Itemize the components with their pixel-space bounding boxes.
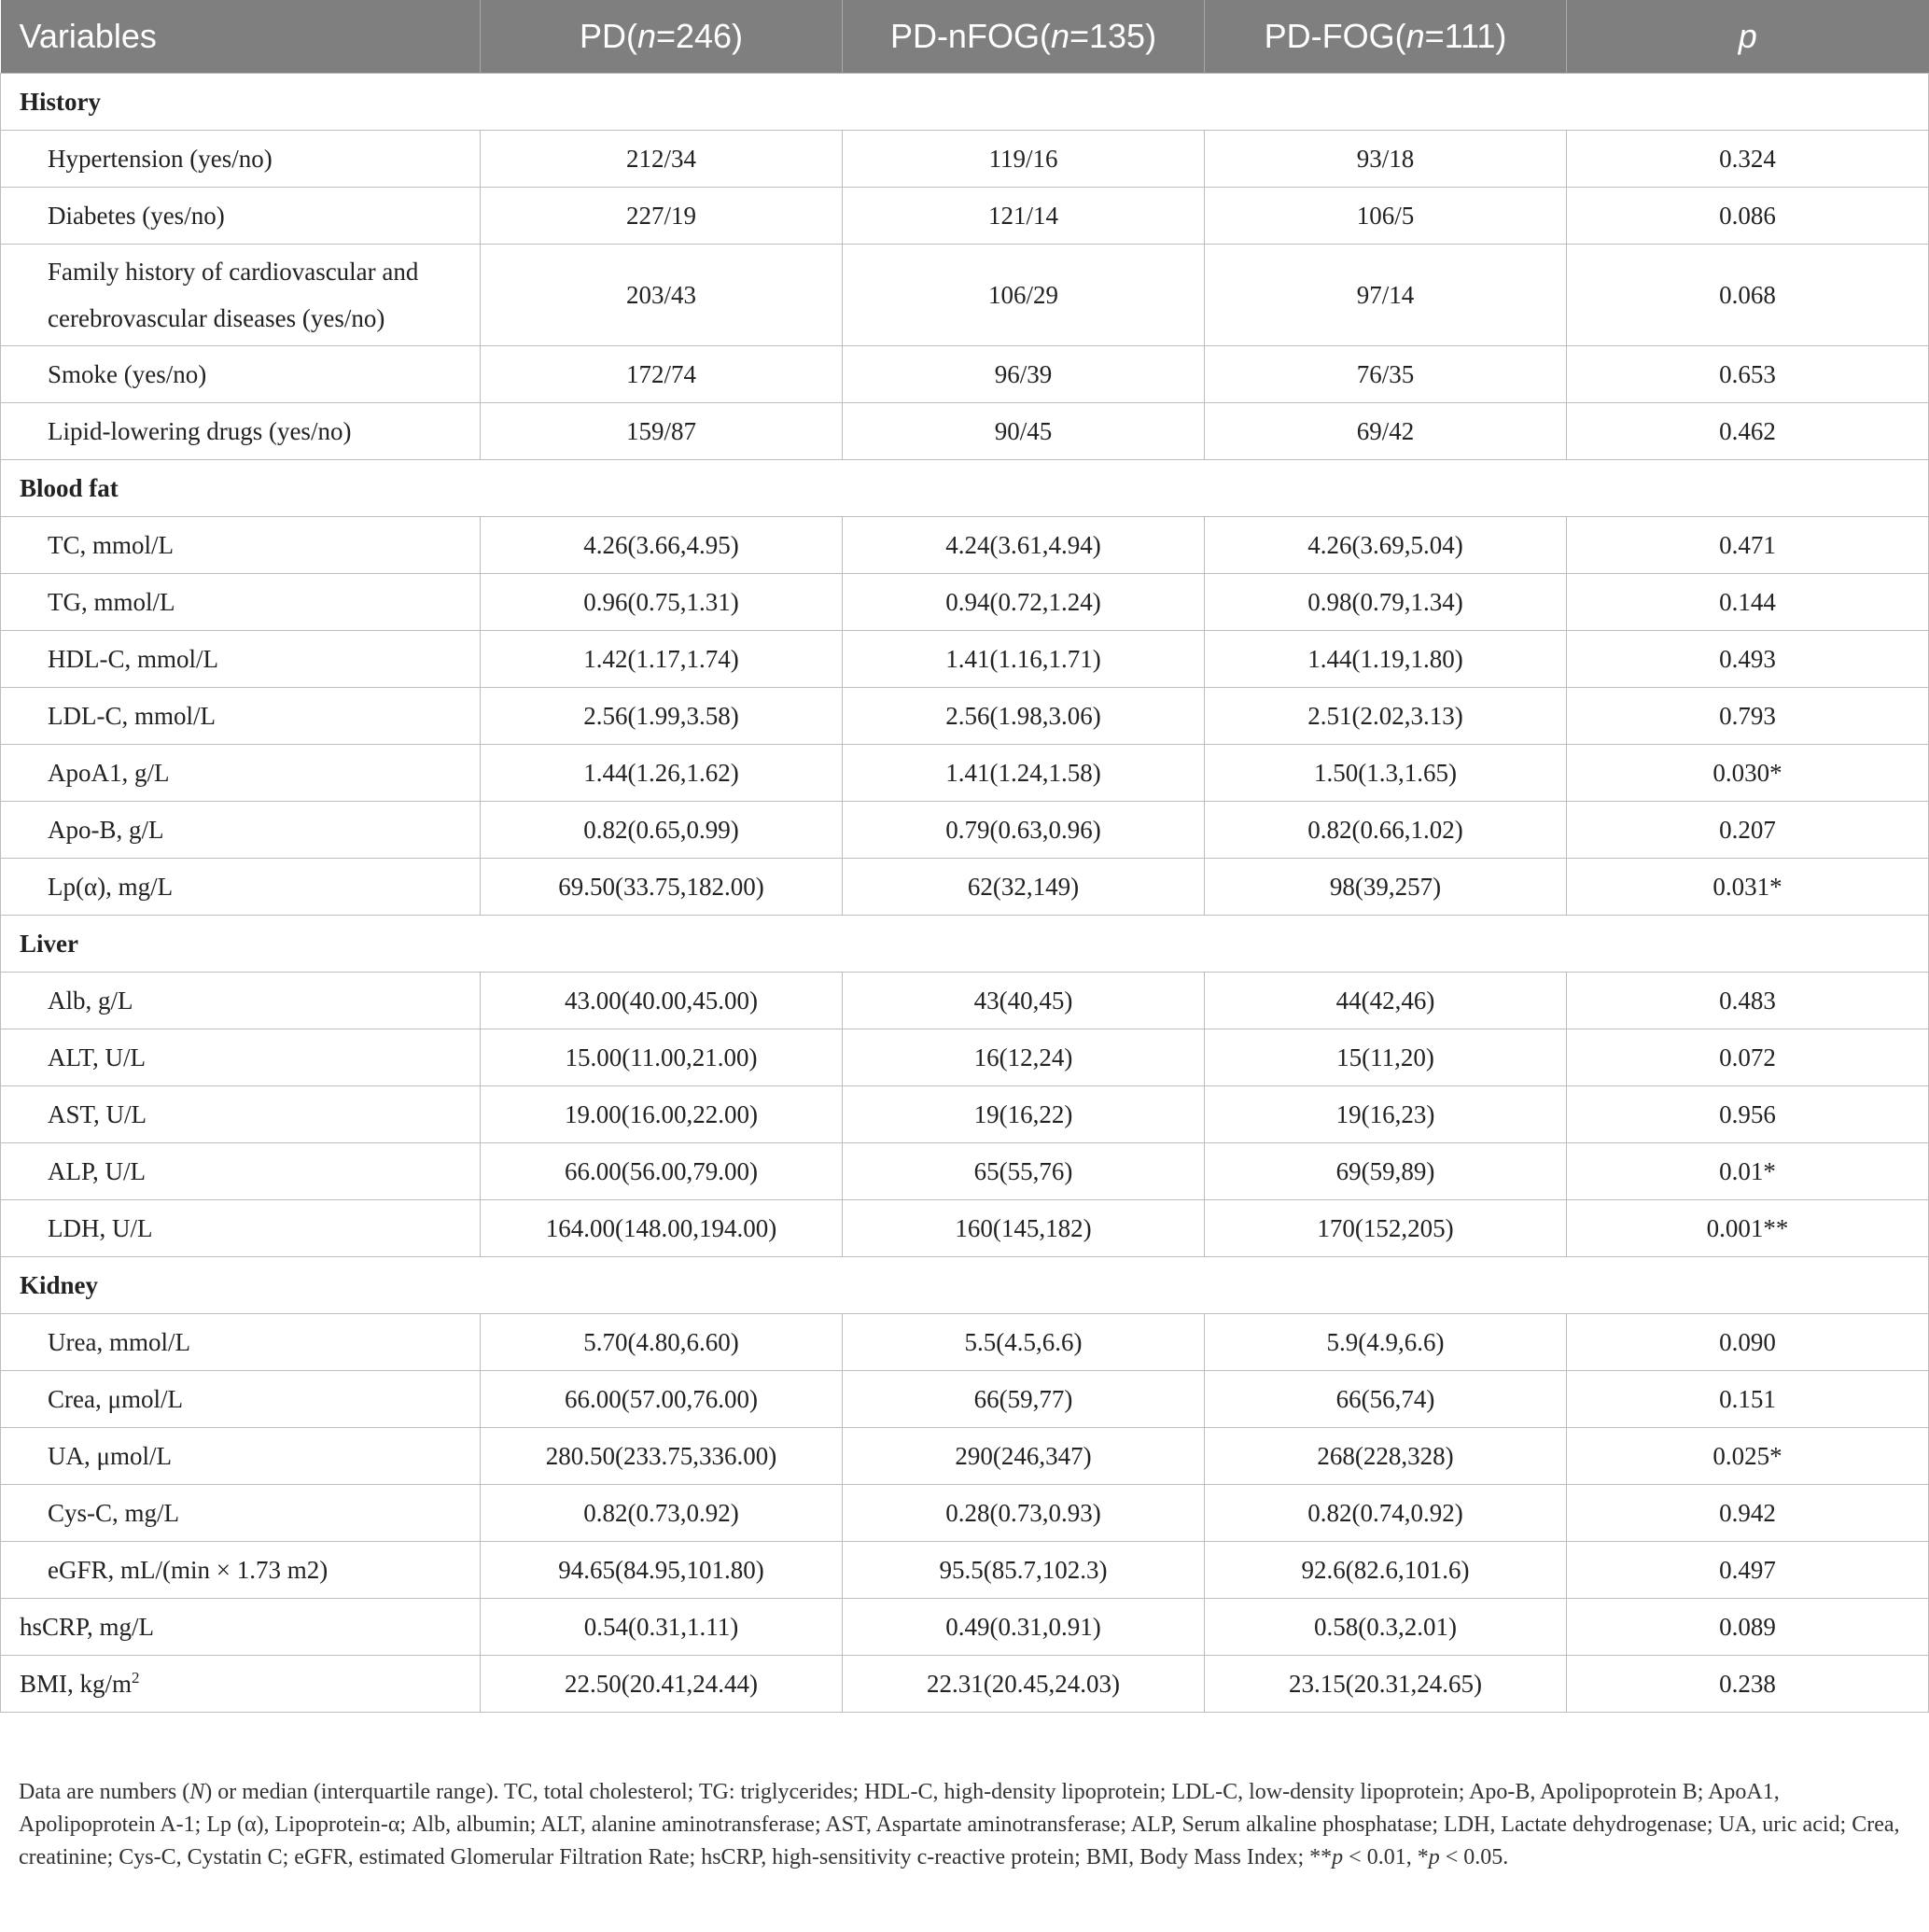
cell-pd: 227/19	[481, 188, 843, 245]
row-label: Lp(α), mg/L	[1, 859, 481, 916]
cell-pd-nfog: 96/39	[843, 346, 1205, 403]
cell-pd: 66.00(56.00,79.00)	[481, 1143, 843, 1200]
cell-pd-nfog: 121/14	[843, 188, 1205, 245]
table-footnote: Data are numbers (N) or median (interquartile range). TC, total cholesterol; TG: triglycerides; HDL-C, high-density lipoprotein; LDL-C, low-density lipoprotein; Apo-B, Apolipoprotein B; ApoA1, Apolipoprotein A-1; Lp (α), Lipoprotein-α; Alb, albumin; ALT, alanine aminotransferase; AST, Aspartate aminotransferase; ALP, Serum alkaline phosphatase; LDH, Lactate dehydrogenase; UA, uric acid; Crea, creatinine; Cys-C, Cystatin C; eGFR, estimated Glomerular Filtration Rate; hsCRP, high-sensitivity c-reactive protein; BMI, Body Mass Index; **p < 0.01, *p < 0.05.	[19, 1780, 1900, 1869]
cell-p: 0.151	[1567, 1371, 1929, 1428]
cell-pd-fog: 0.82(0.66,1.02)	[1205, 802, 1567, 859]
cell-p: 0.089	[1567, 1599, 1929, 1656]
section-row	[1, 460, 1929, 517]
row-label-line1: Family history of cardiovascular and	[48, 258, 419, 286]
cell-p: 0.238	[1567, 1656, 1929, 1713]
cell-pd: 0.96(0.75,1.31)	[481, 574, 843, 631]
cell-pd-nfog: 19(16,22)	[843, 1086, 1205, 1143]
cell-pd-fog: 92.6(82.6,101.6)	[1205, 1542, 1567, 1599]
cell-pd: 0.82(0.73,0.92)	[481, 1485, 843, 1542]
cell-pd-nfog: 1.41(1.24,1.58)	[843, 745, 1205, 802]
row-label: eGFR, mL/(min × 1.73 m2)	[1, 1542, 481, 1599]
table-row	[1, 802, 1929, 859]
row-label: TG, mmol/L	[1, 574, 481, 631]
table-row	[1, 1200, 1929, 1257]
row-label: Diabetes (yes/no)	[1, 188, 481, 245]
section-blood-fat: Blood fat	[1, 460, 1929, 517]
header-pd: PD(n=246)	[481, 0, 843, 74]
cell-pd-nfog: 0.94(0.72,1.24)	[843, 574, 1205, 631]
table-row	[1, 859, 1929, 916]
table-row	[1, 1485, 1929, 1542]
cell-pd-nfog: 0.49(0.31,0.91)	[843, 1599, 1205, 1656]
cell-p: 0.001**	[1567, 1200, 1929, 1257]
cell-pd-fog: 0.58(0.3,2.01)	[1205, 1599, 1567, 1656]
table-row	[1, 1086, 1929, 1143]
row-label: Crea, μmol/L	[1, 1371, 481, 1428]
cell-pd-fog: 66(56,74)	[1205, 1371, 1567, 1428]
header-pd-fog: PD-FOG(n=111)	[1205, 0, 1567, 74]
table-row	[1, 631, 1929, 688]
header-pd-nfog: PD-nFOG(n=135)	[843, 0, 1205, 74]
row-label: hsCRP, mg/L	[1, 1599, 481, 1656]
cell-pd: 0.82(0.65,0.99)	[481, 802, 843, 859]
cell-p: 0.324	[1567, 131, 1929, 188]
row-label: UA, μmol/L	[1, 1428, 481, 1485]
cell-pd: 22.50(20.41,24.44)	[481, 1656, 843, 1713]
cell-pd-fog: 23.15(20.31,24.65)	[1205, 1656, 1567, 1713]
row-label: Smoke (yes/no)	[1, 346, 481, 403]
table-row	[1, 688, 1929, 745]
cell-pd: 1.44(1.26,1.62)	[481, 745, 843, 802]
table-row	[1, 1143, 1929, 1200]
header-row	[1, 0, 1929, 74]
row-label: ApoA1, g/L	[1, 745, 481, 802]
table-row	[1, 745, 1929, 802]
cell-pd-fog: 76/35	[1205, 346, 1567, 403]
cell-pd-fog: 93/18	[1205, 131, 1567, 188]
table-row	[1, 973, 1929, 1029]
cell-p: 0.942	[1567, 1485, 1929, 1542]
row-label: ALT, U/L	[1, 1029, 481, 1086]
row-label: Alb, g/L	[1, 973, 481, 1029]
cell-pd-fog: 69/42	[1205, 403, 1567, 460]
table-row	[1, 1371, 1929, 1428]
cell-pd: 5.70(4.80,6.60)	[481, 1314, 843, 1371]
table-row	[1, 1029, 1929, 1086]
section-row	[1, 74, 1929, 131]
cell-pd: 4.26(3.66,4.95)	[481, 517, 843, 574]
cell-pd-fog: 4.26(3.69,5.04)	[1205, 517, 1567, 574]
cell-p: 0.493	[1567, 631, 1929, 688]
cell-pd-nfog: 43(40,45)	[843, 973, 1205, 1029]
cell-pd-fog: 0.82(0.74,0.92)	[1205, 1485, 1567, 1542]
header-variables: Variables	[1, 0, 481, 74]
cell-pd-fog: 1.50(1.3,1.65)	[1205, 745, 1567, 802]
cell-pd-nfog: 2.56(1.98,3.06)	[843, 688, 1205, 745]
table-row	[1, 517, 1929, 574]
table-header	[1, 0, 1929, 74]
row-label-text: BMI, kg/m	[20, 1669, 133, 1698]
table-body	[1, 74, 1929, 1713]
cell-pd-fog: 2.51(2.02,3.13)	[1205, 688, 1567, 745]
cell-pd: 0.54(0.31,1.11)	[481, 1599, 843, 1656]
cell-pd-nfog: 4.24(3.61,4.94)	[843, 517, 1205, 574]
row-label	[1, 245, 481, 346]
cell-pd-nfog: 62(32,149)	[843, 859, 1205, 916]
cell-pd: 2.56(1.99,3.58)	[481, 688, 843, 745]
cell-p: 0.086	[1567, 188, 1929, 245]
cell-pd-fog: 19(16,23)	[1205, 1086, 1567, 1143]
table-row	[1, 1428, 1929, 1485]
cell-p: 0.653	[1567, 346, 1929, 403]
cell-pd-fog: 0.98(0.79,1.34)	[1205, 574, 1567, 631]
table-row	[1, 131, 1929, 188]
cell-pd: 15.00(11.00,21.00)	[481, 1029, 843, 1086]
table-row	[1, 1314, 1929, 1371]
section-row	[1, 1257, 1929, 1314]
cell-p: 0.025*	[1567, 1428, 1929, 1485]
cell-p: 0.030*	[1567, 745, 1929, 802]
row-label: Cys-C, mg/L	[1, 1485, 481, 1542]
table-row	[1, 245, 1929, 346]
cell-pd-nfog: 119/16	[843, 131, 1205, 188]
row-label: ALP, U/L	[1, 1143, 481, 1200]
cell-pd-fog: 44(42,46)	[1205, 973, 1567, 1029]
cell-pd-nfog: 0.28(0.73,0.93)	[843, 1485, 1205, 1542]
cell-pd-nfog: 22.31(20.45,24.03)	[843, 1656, 1205, 1713]
table-row	[1, 1542, 1929, 1599]
cell-pd-fog: 69(59,89)	[1205, 1143, 1567, 1200]
cell-pd-fog: 1.44(1.19,1.80)	[1205, 631, 1567, 688]
cell-pd: 172/74	[481, 346, 843, 403]
cell-pd-fog: 268(228,328)	[1205, 1428, 1567, 1485]
cell-p: 0.793	[1567, 688, 1929, 745]
row-label	[1, 1656, 481, 1713]
section-row	[1, 916, 1929, 973]
cell-p: 0.956	[1567, 1086, 1929, 1143]
cell-pd: 69.50(33.75,182.00)	[481, 859, 843, 916]
cell-pd-nfog: 16(12,24)	[843, 1029, 1205, 1086]
cell-pd-fog: 15(11,20)	[1205, 1029, 1567, 1086]
cell-pd-nfog: 95.5(85.7,102.3)	[843, 1542, 1205, 1599]
cell-pd-fog: 106/5	[1205, 188, 1567, 245]
cell-pd: 1.42(1.17,1.74)	[481, 631, 843, 688]
cell-pd: 43.00(40.00,45.00)	[481, 973, 843, 1029]
cell-p: 0.207	[1567, 802, 1929, 859]
cell-pd-nfog: 160(145,182)	[843, 1200, 1205, 1257]
table-row	[1, 1599, 1929, 1656]
cell-pd: 203/43	[481, 245, 843, 346]
table-row	[1, 574, 1929, 631]
cell-pd-nfog: 5.5(4.5,6.6)	[843, 1314, 1205, 1371]
row-label: HDL-C, mmol/L	[1, 631, 481, 688]
table-row	[1, 403, 1929, 460]
cell-p: 0.072	[1567, 1029, 1929, 1086]
cell-p: 0.068	[1567, 245, 1929, 346]
cell-pd-nfog: 290(246,347)	[843, 1428, 1205, 1485]
cell-pd: 212/34	[481, 131, 843, 188]
cell-p: 0.497	[1567, 1542, 1929, 1599]
row-label-line2: cerebrovascular diseases (yes/no)	[48, 304, 385, 332]
cell-pd-nfog: 90/45	[843, 403, 1205, 460]
header-p: p	[1567, 0, 1929, 74]
cell-pd-nfog: 0.79(0.63,0.96)	[843, 802, 1205, 859]
row-label: Hypertension (yes/no)	[1, 131, 481, 188]
cell-pd-nfog: 65(55,76)	[843, 1143, 1205, 1200]
section-kidney: Kidney	[1, 1257, 1929, 1314]
cell-pd: 66.00(57.00,76.00)	[481, 1371, 843, 1428]
cell-p: 0.01*	[1567, 1143, 1929, 1200]
cell-p: 0.144	[1567, 574, 1929, 631]
section-history: History	[1, 74, 1929, 131]
row-label: Lipid-lowering drugs (yes/no)	[1, 403, 481, 460]
row-label: Apo-B, g/L	[1, 802, 481, 859]
row-label: Urea, mmol/L	[1, 1314, 481, 1371]
table-row	[1, 346, 1929, 403]
row-label: LDH, U/L	[1, 1200, 481, 1257]
row-label-superscript: 2	[132, 1668, 140, 1687]
cell-pd: 159/87	[481, 403, 843, 460]
section-liver: Liver	[1, 916, 1929, 973]
cell-pd-fog: 98(39,257)	[1205, 859, 1567, 916]
row-label: LDL-C, mmol/L	[1, 688, 481, 745]
cell-pd: 19.00(16.00,22.00)	[481, 1086, 843, 1143]
cell-pd: 280.50(233.75,336.00)	[481, 1428, 843, 1485]
cell-pd-fog: 97/14	[1205, 245, 1567, 346]
cell-pd: 94.65(84.95,101.80)	[481, 1542, 843, 1599]
cell-pd: 164.00(148.00,194.00)	[481, 1200, 843, 1257]
cell-p: 0.471	[1567, 517, 1929, 574]
cell-p: 0.031*	[1567, 859, 1929, 916]
cell-p: 0.462	[1567, 403, 1929, 460]
cell-pd-nfog: 66(59,77)	[843, 1371, 1205, 1428]
table-row	[1, 1656, 1929, 1713]
row-label: TC, mmol/L	[1, 517, 481, 574]
cell-pd-fog: 170(152,205)	[1205, 1200, 1567, 1257]
cell-pd-fog: 5.9(4.9,6.6)	[1205, 1314, 1567, 1371]
cell-p: 0.483	[1567, 973, 1929, 1029]
cell-pd-nfog: 1.41(1.16,1.71)	[843, 631, 1205, 688]
table-row	[1, 188, 1929, 245]
row-label: AST, U/L	[1, 1086, 481, 1143]
cell-pd-nfog: 106/29	[843, 245, 1205, 346]
cell-p: 0.090	[1567, 1314, 1929, 1371]
